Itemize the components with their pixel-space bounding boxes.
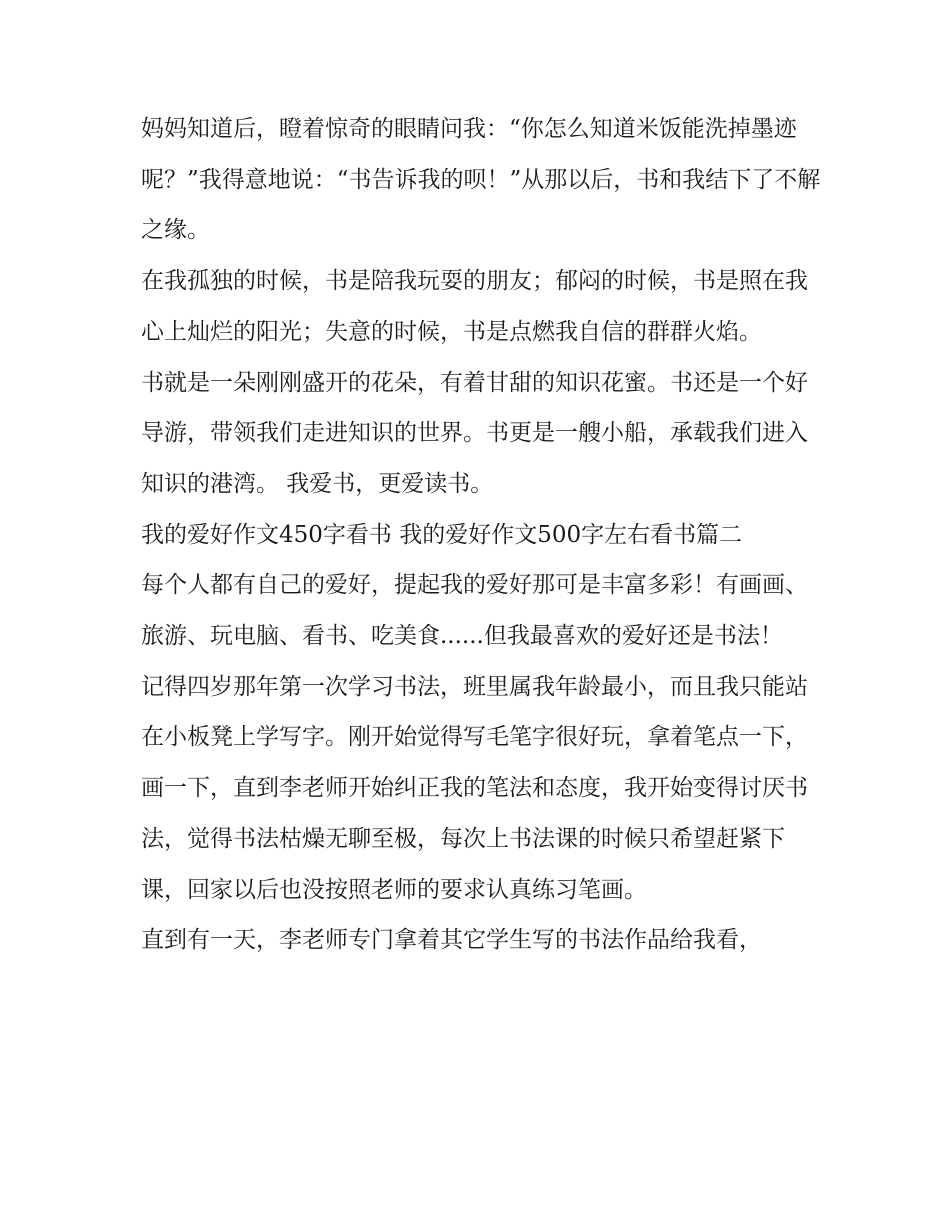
paragraph: 书就是一朵刚刚盛开的花朵，有着甘甜的知识花蜜。书还是一个好导游，带领我们走进知识的世界。书更是一艘小船，承载我们进入知识的港湾。 我爱书，更爱读书。 [141, 369, 808, 497]
paragraph: 记得四岁那年第一次学习书法，班里属我年龄最小，而且我只能站在小板凳上学写字。刚开始觉得写毛笔字很好玩，拿着笔点一下，画一下，直到李老师开始纠正我的笔法和态度，我开始变得讨厌书法，觉得书法枯燥无聊至极，每次上书法课的时候只希望赶紧下课，回家以后也没按照老师的要求认真练习笔画。 [141, 673, 808, 903]
paragraph: 每个人都有自己的爱好，提起我的爱好那可是丰富多彩！有画画、旅游、玩电脑、看书、吃美食......但我最喜欢的爱好还是书法！ [141, 572, 808, 650]
paragraph: 妈妈知道后，瞪着惊奇的眼睛问我：“你怎么知道米饭能洗掉墨迹呢？”我得意地说：“书告诉我的呗！”从那以后，书和我结下了不解之缘。 [141, 116, 821, 244]
document-body [141, 104, 821, 966]
paragraph: 在我孤独的时候，书是陪我玩耍的朋友；郁闷的时候，书是照在我心上灿烂的阳光；失意的时候，书是点燃我自信的群群火焰。 [141, 268, 808, 345]
section-heading: 我的爱好作文450字看书 我的爱好作文500字左右看书篇二 [141, 521, 743, 548]
paragraph: 直到有一天，李老师专门拿着其它学生写的书法作品给我看， [141, 927, 762, 954]
